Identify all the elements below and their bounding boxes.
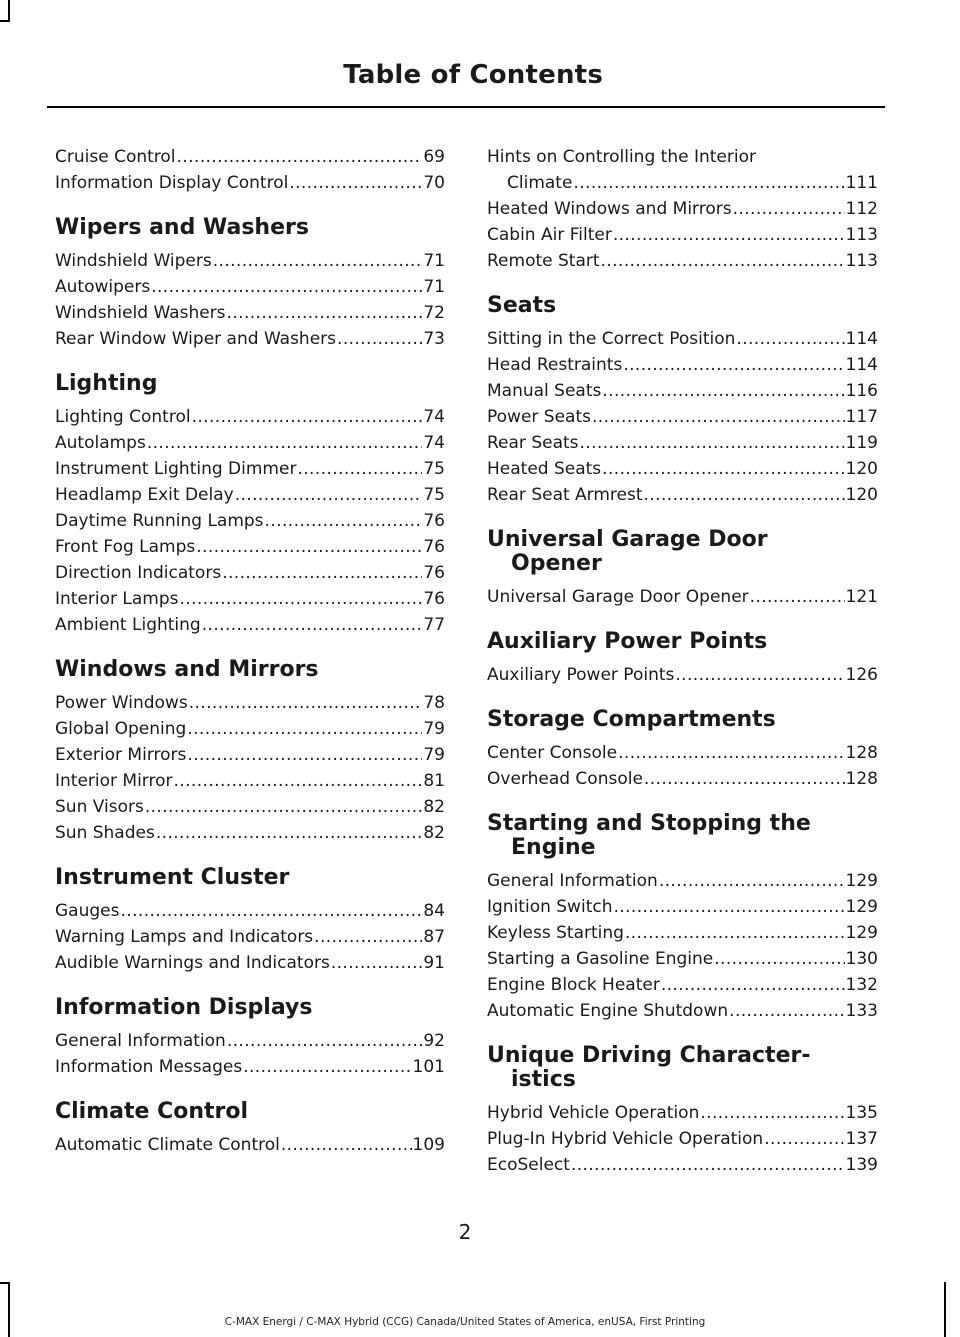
toc-page-number: 113 [845, 225, 878, 245]
toc-entry-title: Headlamp Exit Delay [55, 485, 234, 505]
toc-page-number: 120 [845, 459, 878, 479]
toc-entry-title: Center Console [487, 743, 618, 763]
toc-entry[interactable] [55, 1028, 445, 1054]
toc-entry-title: Rear Window Wiper and Washers [55, 329, 337, 349]
toc-entry-title: Rear Seat Armrest [487, 485, 643, 505]
toc-entry[interactable] [487, 144, 878, 196]
section-heading-text: Windows and Mirrors [55, 657, 319, 682]
toc-entry[interactable] [487, 920, 878, 946]
toc-entry-title: Information Display Control [55, 173, 289, 193]
toc-entry[interactable] [487, 430, 878, 456]
toc-entry[interactable] [55, 430, 445, 456]
toc-page-number: 76 [423, 537, 445, 557]
toc-entry-title: Hints on Controlling the Interior [487, 147, 756, 167]
toc-leader-dots [192, 404, 423, 430]
toc-entry-title: Autolamps [55, 433, 146, 453]
toc-page-number: 119 [845, 433, 878, 453]
toc-entry[interactable] [487, 1100, 878, 1126]
toc-leader-dots [644, 766, 845, 792]
toc-entry-title: Head Restraints [487, 355, 623, 375]
toc-entry[interactable] [487, 482, 878, 508]
toc-entry-title: General Information [55, 1031, 226, 1051]
toc-right-column [487, 144, 878, 1178]
toc-leader-dots [601, 248, 845, 274]
toc-entry[interactable] [487, 196, 878, 222]
toc-page-number: 129 [845, 897, 878, 917]
toc-entry[interactable] [55, 300, 445, 326]
toc-entry-title: General Information [487, 871, 658, 891]
toc-left-column [55, 144, 445, 1158]
toc-leader-dots [659, 868, 845, 894]
toc-page-number: 76 [423, 563, 445, 583]
toc-leader-dots [700, 1100, 844, 1126]
toc-entry[interactable] [55, 326, 445, 352]
toc-leader-dots [613, 894, 844, 920]
toc-page-number: 128 [845, 743, 878, 763]
toc-entry[interactable] [487, 326, 878, 352]
toc-page-number: 130 [845, 949, 878, 969]
toc-entry[interactable] [55, 820, 445, 846]
toc-page-number: 137 [845, 1129, 878, 1149]
toc-leader-dots [145, 794, 423, 820]
toc-entry-title: Keyless Starting [487, 923, 624, 943]
toc-entry[interactable] [487, 740, 878, 766]
section-heading [487, 1044, 878, 1092]
toc-leader-dots [736, 326, 844, 352]
toc-page-number: 121 [845, 587, 878, 607]
section-heading [55, 1100, 445, 1124]
toc-leader-dots [733, 196, 845, 222]
toc-entry[interactable] [487, 894, 878, 920]
toc-page-number: 69 [423, 147, 445, 167]
toc-leader-dots [151, 274, 422, 300]
toc-entry[interactable] [487, 456, 878, 482]
toc-leader-dots [281, 1132, 412, 1158]
header-rule [47, 106, 885, 108]
section-heading [487, 812, 878, 860]
toc-entry-title: Audible Warnings and Indicators [55, 953, 330, 973]
toc-page-number: 74 [423, 433, 445, 453]
toc-page-number: 79 [423, 745, 445, 765]
toc-page-number: 109 [412, 1135, 445, 1155]
crop-mark [0, 1282, 10, 1284]
toc-entry-title: Sun Visors [55, 797, 144, 817]
toc-entry[interactable] [487, 662, 878, 688]
toc-page-number: 129 [845, 871, 878, 891]
toc-leader-dots [675, 662, 844, 688]
toc-entry-title: EcoSelect [487, 1155, 570, 1175]
toc-entry[interactable] [55, 1132, 445, 1158]
toc-entry[interactable] [55, 898, 445, 924]
toc-entry-title: Power Seats [487, 407, 591, 427]
toc-entry[interactable] [55, 612, 445, 638]
crop-mark [944, 1282, 946, 1337]
toc-entry-title: Interior Mirror [55, 771, 173, 791]
toc-leader-dots [764, 1126, 844, 1152]
toc-leader-dots [337, 326, 422, 352]
section-heading [55, 216, 445, 240]
toc-leader-dots [243, 1054, 411, 1080]
toc-entry-title: Starting a Gasoline Engine [487, 949, 714, 969]
toc-leader-dots [602, 378, 844, 404]
section-heading-text: Climate Control [55, 1099, 249, 1124]
toc-entry[interactable] [55, 794, 445, 820]
toc-entry-title: Autowipers [55, 277, 151, 297]
toc-leader-dots [202, 612, 423, 638]
section-heading-text: Starting and Stopping the [487, 811, 811, 836]
toc-entry[interactable] [487, 868, 878, 894]
toc-entry-title: Heated Seats [487, 459, 602, 479]
section-heading-text: Lighting [55, 371, 158, 396]
section-heading-text: Seats [487, 293, 557, 318]
toc-leader-dots [189, 690, 423, 716]
toc-leader-dots [571, 1152, 845, 1178]
toc-page-number: 133 [845, 1001, 878, 1021]
toc-leader-dots [180, 586, 423, 612]
toc-entry-title: Direction Indicators [55, 563, 222, 583]
toc-entry-title: Global Opening [55, 719, 187, 739]
toc-page-number: 76 [423, 589, 445, 609]
section-heading [487, 708, 878, 732]
toc-leader-dots [289, 170, 422, 196]
toc-entry-title: Ambient Lighting [55, 615, 201, 635]
toc-entry[interactable] [487, 946, 878, 972]
toc-entry[interactable] [55, 950, 445, 976]
toc-leader-dots [297, 456, 422, 482]
toc-entry-title: Remote Start [487, 251, 600, 271]
toc-page-number: 114 [845, 329, 878, 349]
toc-entry-title: Windshield Wipers [55, 251, 212, 271]
toc-page-number: 92 [423, 1031, 445, 1051]
section-heading-text: Universal Garage Door [487, 527, 768, 552]
toc-leader-dots [602, 456, 844, 482]
toc-entry-title: Heated Windows and Mirrors [487, 199, 732, 219]
toc-entry-title: Instrument Lighting Dimmer [55, 459, 297, 479]
section-heading-text: Wipers and Washers [55, 215, 309, 240]
toc-page-number: 128 [845, 769, 878, 789]
toc-entry-title: Engine Block Heater [487, 975, 660, 995]
toc-leader-dots [644, 482, 845, 508]
toc-page-number: 132 [845, 975, 878, 995]
toc-entry-title: Universal Garage Door Opener [487, 587, 749, 607]
toc-entry[interactable] [487, 352, 878, 378]
section-heading-text-cont: istics [511, 1067, 576, 1092]
toc-entry[interactable] [55, 508, 445, 534]
toc-entry-title: Power Windows [55, 693, 188, 713]
toc-entry[interactable] [55, 768, 445, 794]
toc-leader-dots [196, 534, 422, 560]
toc-leader-dots [729, 998, 844, 1024]
toc-leader-dots [714, 946, 844, 972]
toc-leader-dots [580, 430, 845, 456]
section-heading-text: Storage Compartments [487, 707, 776, 732]
toc-leader-dots [573, 170, 844, 196]
toc-page-number: 117 [845, 407, 878, 427]
toc-leader-dots [187, 716, 422, 742]
toc-entry-title: Gauges [55, 901, 120, 921]
toc-entry-title: Information Messages [55, 1057, 243, 1077]
toc-page-number: 81 [423, 771, 445, 791]
crop-mark [8, 1282, 10, 1337]
toc-entry[interactable] [487, 584, 878, 610]
toc-leader-dots [156, 820, 423, 846]
toc-entry-title: Auxiliary Power Points [487, 665, 675, 685]
toc-leader-dots [177, 144, 423, 170]
toc-entry-title: Warning Lamps and Indicators [55, 927, 314, 947]
section-heading [487, 294, 878, 318]
toc-page-number: 84 [423, 901, 445, 921]
toc-entry-title: Plug-In Hybrid Vehicle Operation [487, 1129, 764, 1149]
toc-page-number: 77 [423, 615, 445, 635]
toc-page-number: 116 [845, 381, 878, 401]
toc-entry-title: Interior Lamps [55, 589, 179, 609]
toc-leader-dots [625, 920, 845, 946]
toc-leader-dots [187, 742, 422, 768]
toc-page-number: 129 [845, 923, 878, 943]
toc-leader-dots [314, 924, 422, 950]
section-heading-text-cont: Engine [511, 835, 596, 860]
toc-entry[interactable] [55, 534, 445, 560]
toc-leader-dots [331, 950, 423, 976]
section-heading [487, 528, 878, 576]
crop-mark [0, 20, 10, 22]
toc-page-number: 75 [423, 459, 445, 479]
toc-entry[interactable] [487, 1152, 878, 1178]
toc-leader-dots [750, 584, 845, 610]
toc-leader-dots [661, 972, 845, 998]
toc-entry-title: Hybrid Vehicle Operation [487, 1103, 700, 1123]
toc-entry-title: Ignition Switch [487, 897, 613, 917]
section-heading [55, 372, 445, 396]
toc-leader-dots [174, 768, 423, 794]
toc-leader-dots [235, 482, 423, 508]
toc-page-number: 78 [423, 693, 445, 713]
toc-page-number: 79 [423, 719, 445, 739]
toc-page-number: 71 [423, 277, 445, 297]
toc-page-number: 75 [423, 485, 445, 505]
footer-text: C-MAX Energi / C-MAX Hybrid (CCG) Canada/United States of America, enUSA, First Printing [224, 1316, 706, 1328]
toc-page-number: 126 [845, 665, 878, 685]
section-heading [487, 630, 878, 654]
toc-entry-title: Sitting in the Correct Position [487, 329, 736, 349]
toc-entry[interactable] [487, 998, 878, 1024]
toc-leader-dots [147, 430, 423, 456]
toc-entry[interactable] [55, 404, 445, 430]
toc-page-number: 70 [423, 173, 445, 193]
toc-page-number: 76 [423, 511, 445, 531]
toc-entry[interactable] [487, 1126, 878, 1152]
toc-entry-title: Exterior Mirrors [55, 745, 187, 765]
toc-entry[interactable] [55, 1054, 445, 1080]
toc-page-number: 114 [845, 355, 878, 375]
toc-page-number: 101 [412, 1057, 445, 1077]
toc-entry[interactable] [55, 248, 445, 274]
toc-entry-title: Rear Seats [487, 433, 579, 453]
toc-page-number: 74 [423, 407, 445, 427]
toc-page-number: 71 [423, 251, 445, 271]
toc-entry[interactable] [55, 456, 445, 482]
section-heading-text: Unique Driving Character- [487, 1043, 811, 1068]
toc-leader-dots [592, 404, 845, 430]
toc-leader-dots [265, 508, 423, 534]
section-heading-text: Information Displays [55, 995, 313, 1020]
toc-entry-title: Cabin Air Filter [487, 225, 612, 245]
toc-entry-title: Sun Shades [55, 823, 155, 843]
toc-entry[interactable] [487, 378, 878, 404]
section-heading-text-cont: Opener [511, 551, 602, 576]
toc-entry[interactable] [487, 972, 878, 998]
toc-entry[interactable] [55, 586, 445, 612]
toc-entry-title: Automatic Climate Control [55, 1135, 280, 1155]
toc-leader-dots [213, 248, 423, 274]
toc-leader-dots [618, 740, 844, 766]
toc-entry[interactable] [55, 924, 445, 950]
toc-page-number: 73 [423, 329, 445, 349]
toc-entry[interactable] [55, 716, 445, 742]
page-number: 2 [458, 1220, 472, 1244]
toc-entry-title: Manual Seats [487, 381, 602, 401]
toc-entry[interactable] [55, 274, 445, 300]
toc-leader-dots [227, 1028, 423, 1054]
toc-entry-title: Daytime Running Lamps [55, 511, 264, 531]
section-heading [55, 866, 445, 890]
toc-page-number: 111 [845, 173, 878, 193]
toc-entry[interactable] [55, 742, 445, 768]
toc-leader-dots [227, 300, 423, 326]
toc-page-number: 112 [845, 199, 878, 219]
toc-page-number: 135 [845, 1103, 878, 1123]
section-heading [55, 996, 445, 1020]
toc-leader-dots [613, 222, 845, 248]
toc-leader-dots [623, 352, 844, 378]
section-heading-text: Auxiliary Power Points [487, 629, 768, 654]
toc-entry[interactable] [55, 144, 445, 170]
toc-entry-title: Lighting Control [55, 407, 191, 427]
toc-entry-title: Front Fog Lamps [55, 537, 196, 557]
section-heading [55, 658, 445, 682]
crop-mark [8, 0, 10, 22]
toc-page-number: 139 [845, 1155, 878, 1175]
toc-page-number: 72 [423, 303, 445, 323]
toc-entry[interactable] [487, 248, 878, 274]
toc-entry-title-cont: Climate [507, 173, 573, 193]
toc-leader-dots [222, 560, 422, 586]
toc-page-number: 91 [423, 953, 445, 973]
toc-entry[interactable] [487, 766, 878, 792]
toc-entry[interactable] [55, 170, 445, 196]
section-heading-text: Instrument Cluster [55, 865, 290, 890]
toc-entry[interactable] [487, 404, 878, 430]
toc-entry-title: Automatic Engine Shutdown [487, 1001, 729, 1021]
toc-page-number: 82 [423, 823, 445, 843]
page-title: Table of Contents [343, 60, 603, 90]
toc-leader-dots [120, 898, 422, 924]
toc-entry[interactable] [55, 482, 445, 508]
toc-page-number: 120 [845, 485, 878, 505]
toc-page-number: 87 [423, 927, 445, 947]
toc-entry-title: Overhead Console [487, 769, 643, 789]
toc-entry[interactable] [487, 222, 878, 248]
toc-page-number: 82 [423, 797, 445, 817]
toc-entry-title: Windshield Washers [55, 303, 226, 323]
toc-entry[interactable] [55, 690, 445, 716]
toc-entry[interactable] [55, 560, 445, 586]
toc-page-number: 113 [845, 251, 878, 271]
toc-entry-title: Cruise Control [55, 147, 176, 167]
